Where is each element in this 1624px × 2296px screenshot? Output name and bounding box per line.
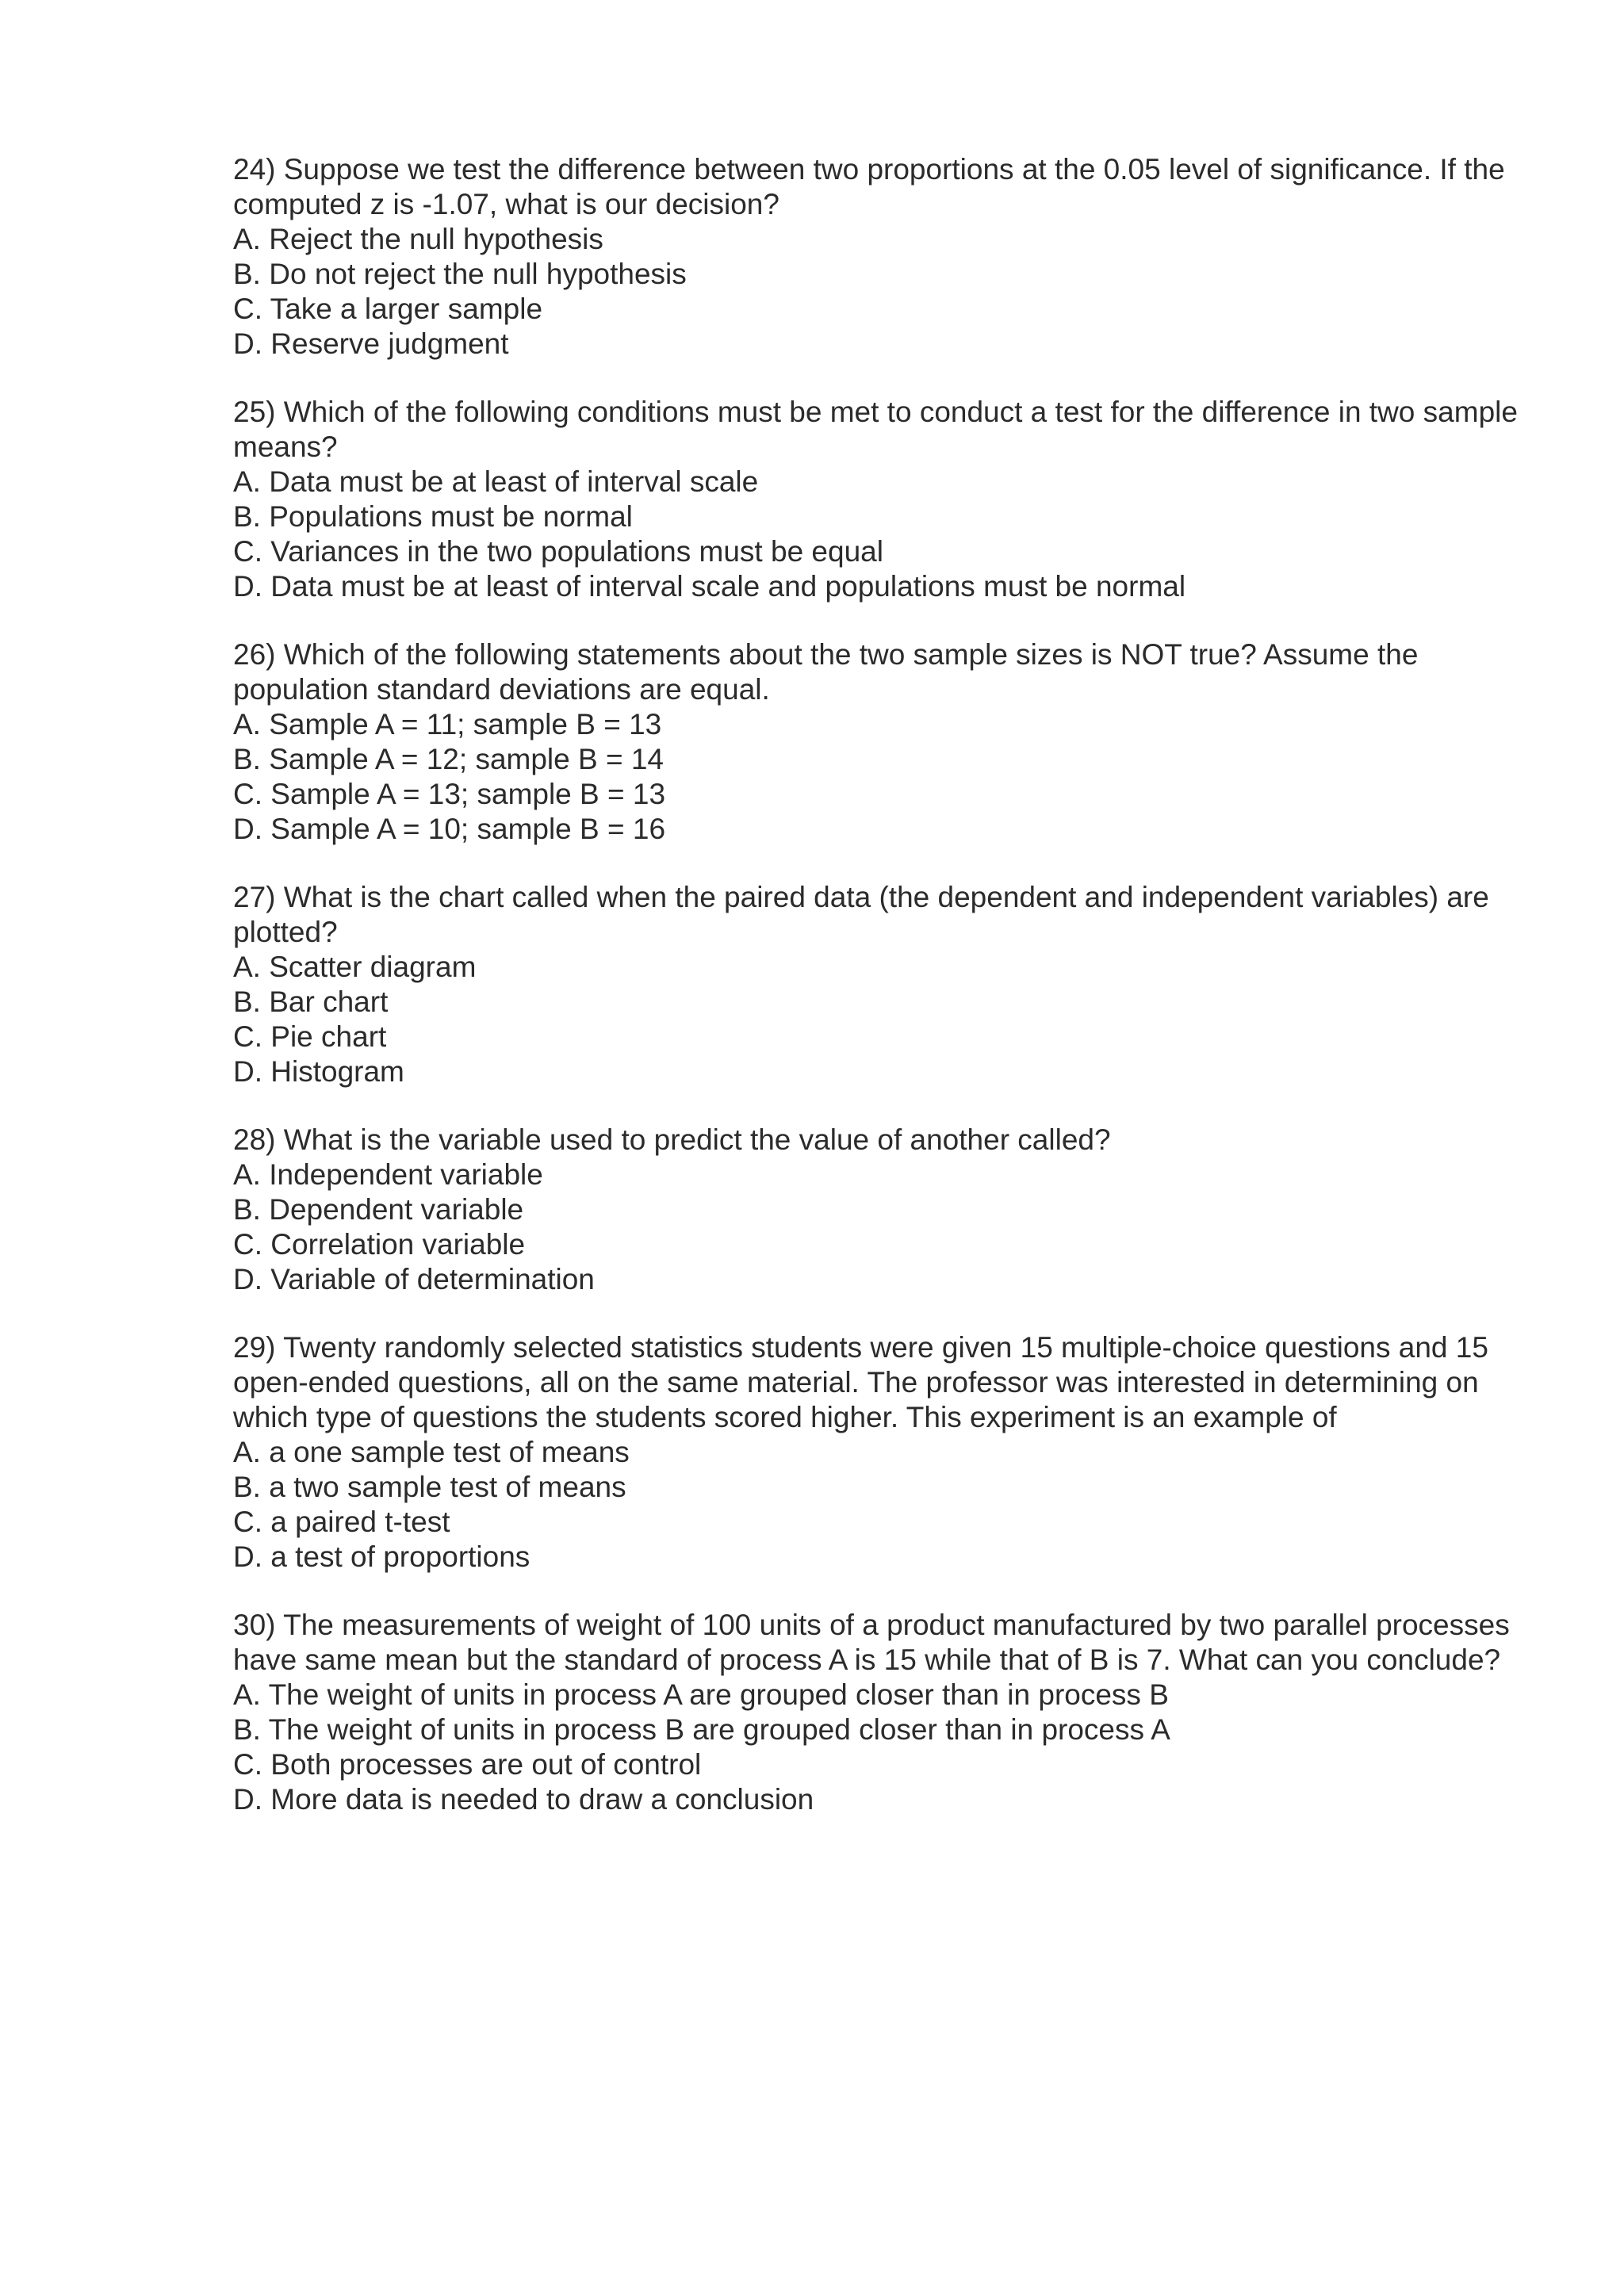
choice-d: D. Histogram [233, 1055, 404, 1088]
choice-b: B. Do not reject the null hypothesis [233, 258, 687, 290]
question-text: 29) Twenty randomly selected statistics students were given 15 multiple-choice questions and 15 open-ended questions, all on the same material. The professor was interested in determining on which type of questions the students scored higher. This experiment is an example of [233, 1331, 1488, 1433]
choice-c: C. Both processes are out of control [233, 1748, 702, 1781]
choice-b: B. Sample A = 12; sample B = 14 [233, 743, 665, 775]
question-28 [233, 1123, 1534, 1297]
choice-list [233, 222, 1534, 362]
choice-a: A. Scatter diagram [233, 951, 477, 983]
choice-b: B. The weight of units in process B are grouped closer than in process A [233, 1713, 1170, 1746]
choice-a: A. Reject the null hypothesis [233, 223, 603, 255]
question-30 [233, 1608, 1534, 1817]
choice-c: C. Take a larger sample [233, 293, 543, 325]
question-25 [233, 395, 1534, 604]
choice-c: C. Variances in the two populations must be equal [233, 535, 883, 568]
choice-d: D. Sample A = 10; sample B = 16 [233, 813, 666, 845]
document-page [233, 152, 1534, 1850]
question-text: 28) What is the variable used to predict the value of another called? [233, 1123, 1111, 1156]
choice-c: C. Correlation variable [233, 1228, 526, 1261]
question-29 [233, 1330, 1534, 1575]
question-24 [233, 152, 1534, 362]
choice-list [233, 1678, 1534, 1817]
choice-d: D. Variable of determination [233, 1263, 595, 1295]
choice-d: D. More data is needed to draw a conclusion [233, 1783, 814, 1816]
question-text: 27) What is the chart called when the paired data (the dependent and independent variables) are plotted? [233, 881, 1489, 948]
choice-a: A. Sample A = 11; sample B = 13 [233, 708, 662, 740]
question-26 [233, 637, 1534, 847]
choice-list [233, 950, 1534, 1089]
choice-list [233, 1158, 1534, 1297]
choice-a: A. Data must be at least of interval scale [233, 465, 759, 498]
choice-d: D. Reserve judgment [233, 327, 509, 360]
choice-list [233, 1435, 1534, 1575]
choice-b: B. Dependent variable [233, 1193, 524, 1226]
question-text: 24) Suppose we test the difference between two proportions at the 0.05 level of significance. If the computed z is -1.07, what is our decision? [233, 153, 1505, 220]
choice-c: C. Pie chart [233, 1020, 387, 1053]
choice-d: D. a test of proportions [233, 1540, 530, 1573]
choice-d: D. Data must be at least of interval scale and populations must be normal [233, 570, 1186, 603]
choice-b: B. Populations must be normal [233, 500, 633, 533]
choice-a: A. a one sample test of means [233, 1436, 630, 1468]
choice-c: C. Sample A = 13; sample B = 13 [233, 778, 666, 810]
question-text: 30) The measurements of weight of 100 units of a product manufactured by two parallel processes have same mean but the standard of process A is 15 while that of B is 7. What can you conclude? [233, 1609, 1510, 1676]
choice-c: C. a paired t-test [233, 1506, 450, 1538]
question-text: 25) Which of the following conditions must be met to conduct a test for the difference in two sample means? [233, 396, 1518, 463]
choice-a: A. The weight of units in process A are grouped closer than in process B [233, 1678, 1169, 1711]
choice-list [233, 707, 1534, 847]
choice-b: B. Bar chart [233, 985, 389, 1018]
choice-b: B. a two sample test of means [233, 1471, 626, 1503]
question-27 [233, 880, 1534, 1089]
question-text: 26) Which of the following statements about the two sample sizes is NOT true? Assume the population standard deviations are equal. [233, 638, 1419, 706]
choice-list [233, 465, 1534, 604]
choice-a: A. Independent variable [233, 1158, 543, 1191]
